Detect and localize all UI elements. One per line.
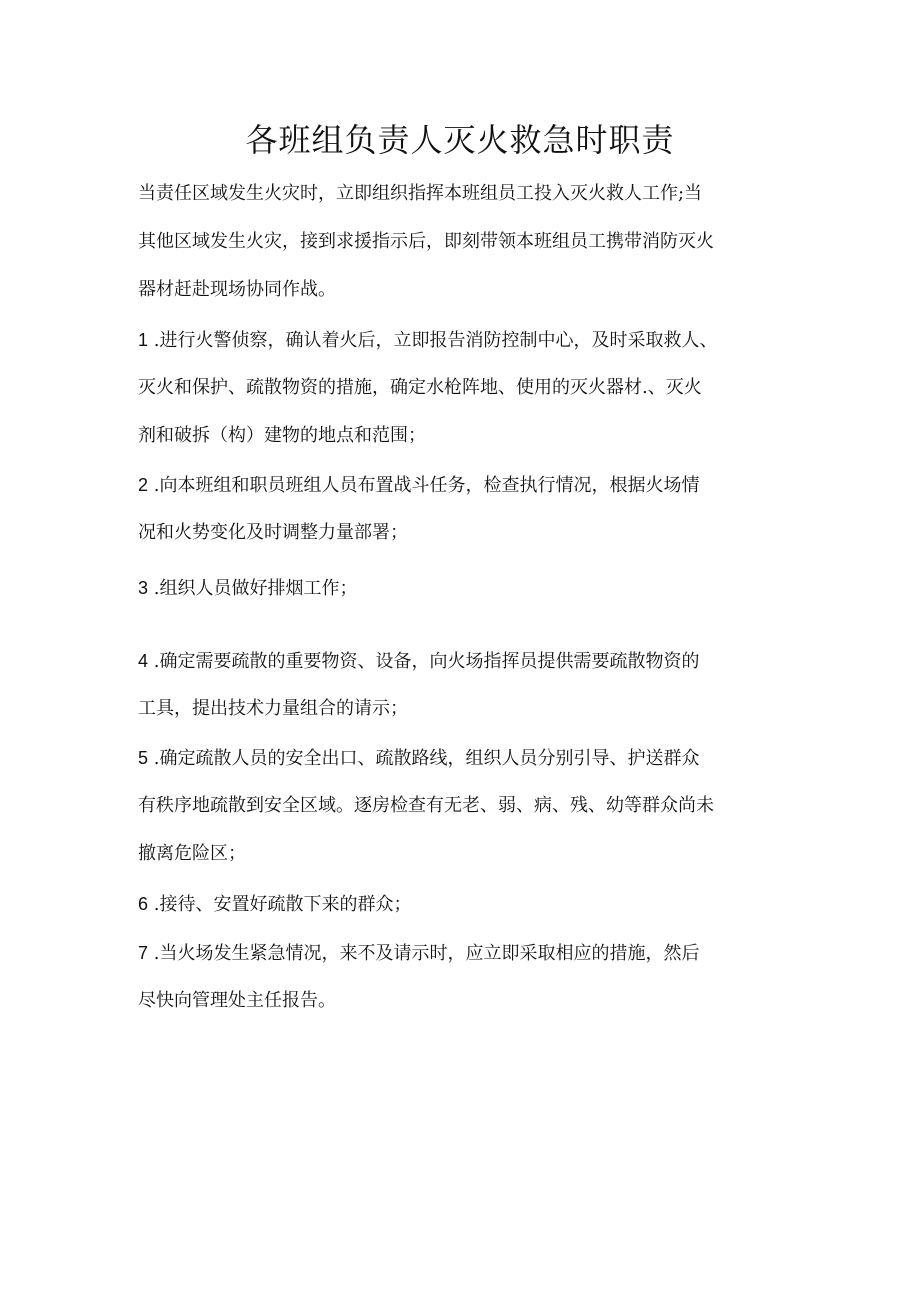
item-line: 剂和破拆（构）建物的地点和范围； bbox=[138, 425, 426, 446]
item-line: 灭火和保护、疏散物资的措施，确定水枪阵地、使用的灭火器材.、灭火 bbox=[138, 377, 702, 398]
item-line bbox=[138, 880, 788, 928]
list-item-2 bbox=[138, 461, 788, 557]
item-text: .进行火警侦察，确认着火后，立即报告消防控制中心，及时采取救人、 bbox=[148, 330, 718, 351]
item-line: 撤离危险区； bbox=[138, 843, 246, 864]
item-text: .确定需要疏散的重要物资、设备，向火场指挥员提供需要疏散物资的 bbox=[148, 651, 700, 672]
item-line bbox=[138, 734, 788, 782]
list-item-6 bbox=[138, 880, 788, 928]
document-title: 各班组负责人灭火救急时职责 bbox=[245, 121, 675, 159]
item-text: .当火场发生紧急情况，来不及请示时，应立即采取相应的措施，然后 bbox=[148, 943, 700, 964]
intro-paragraph bbox=[138, 170, 788, 314]
list-item-7 bbox=[138, 929, 788, 1025]
item-number: 7 bbox=[138, 943, 149, 963]
item-number: 6 bbox=[138, 894, 149, 914]
item-line bbox=[138, 929, 788, 977]
intro-line: 其他区域发生火灾，接到求援指示后，即刻带领本班组员工携带消防灭火 bbox=[138, 231, 714, 252]
item-line bbox=[138, 564, 788, 612]
list-item-3 bbox=[138, 564, 788, 612]
list-item-5 bbox=[138, 734, 788, 878]
item-line: 况和火势变化及时调整力量部署； bbox=[138, 522, 408, 543]
item-text: .接待、安置好疏散下来的群众； bbox=[148, 894, 412, 915]
item-text: .确定疏散人员的安全出口、疏散路线，组织人员分别引导、护送群众 bbox=[148, 748, 700, 769]
item-number: 4 bbox=[138, 651, 149, 671]
item-number: 1 bbox=[138, 330, 149, 350]
item-text: .组织人员做好排烟工作； bbox=[148, 578, 358, 599]
list-item-1 bbox=[138, 316, 788, 460]
intro-line: 器材赶赴现场协同作战。 bbox=[138, 279, 336, 300]
item-line bbox=[138, 461, 788, 509]
item-number: 3 bbox=[138, 578, 149, 598]
item-number: 2 bbox=[138, 475, 149, 495]
item-line: 尽快向管理处主任报告。 bbox=[138, 990, 336, 1011]
list-item-4 bbox=[138, 637, 788, 733]
item-number: 5 bbox=[138, 748, 149, 768]
item-line: 有秩序地疏散到安全区域。逐房检查有无老、弱、病、残、幼等群众尚未 bbox=[138, 795, 714, 816]
item-line bbox=[138, 316, 788, 364]
item-text: .向本班组和职员班组人员布置战斗任务，检查执行情况，根据火场情 bbox=[148, 475, 700, 496]
item-line: 工具，提出技术力量组合的请示； bbox=[138, 698, 408, 719]
item-line bbox=[138, 637, 788, 685]
intro-line: 当责任区域发生火灾时，立即组织指挥本班组员工投入灭火救人工作;当 bbox=[138, 183, 703, 204]
